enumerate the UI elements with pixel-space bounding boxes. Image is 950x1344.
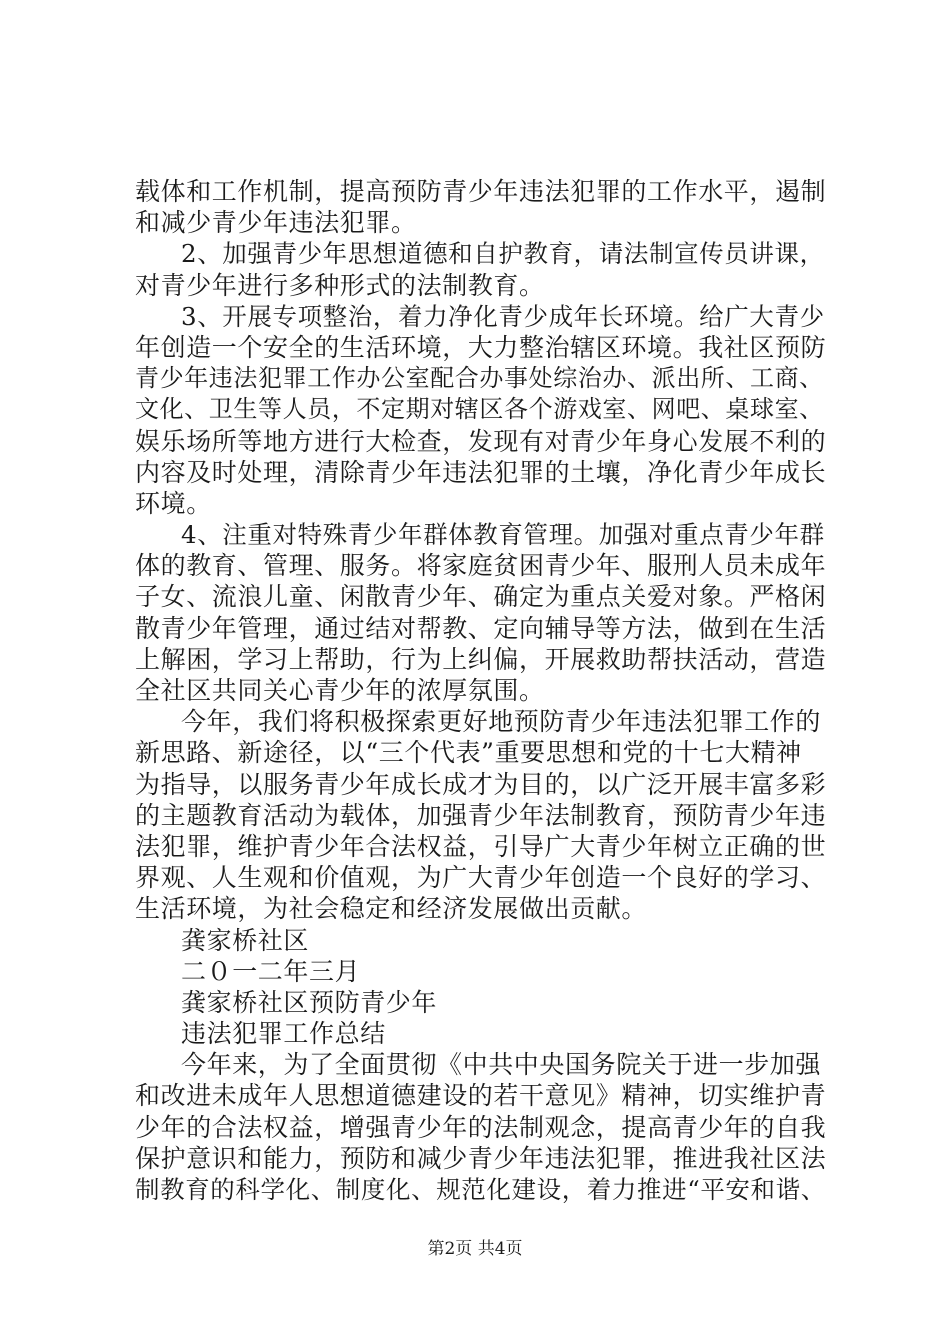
- text-line: 制教育的科学化、制度化、规范化建设，着力推进“平安和谐、: [135, 1175, 826, 1204]
- text-line: 子女、流浪儿童、闲散青少年、确定为重点关爱对象。严格闲: [135, 582, 827, 612]
- text-line: 内容及时处理，清除青少年违法犯罪的土壤，净化青少年成长: [135, 457, 827, 487]
- text-line: 龚家桥社区预防青少年: [181, 987, 438, 1017]
- text-line: 二０一二年三月: [181, 956, 361, 986]
- text-line: 少年的合法权益，增强青少年的法制观念，提高青少年的自我: [135, 1112, 827, 1142]
- text-line: 年创造一个安全的生活环境，大力整治辖区环境。我社区预防: [135, 332, 827, 362]
- text-line: 保护意识和能力，预防和减少青少年违法犯罪，推进我社区法: [135, 1143, 827, 1173]
- text-line: 和减少青少年违法犯罪。: [135, 208, 417, 238]
- text-line: 3、开展专项整治，着力净化青少成年长环境。给广大青少: [181, 301, 825, 331]
- text-line: 全社区共同关心青少年的浓厚氛围。: [135, 676, 545, 705]
- text-line: 为指导，以服务青少年成长成才为目的，以广泛开展丰富多彩: [135, 769, 827, 799]
- text-line: 4、注重对特殊青少年群体教育管理。加强对重点青少年群: [181, 520, 825, 550]
- text-line: 和改进未成年人思想道德建设的若干意见》精神，切实维护青: [135, 1081, 827, 1111]
- text-line: 对青少年进行多种形式的法制教育。: [135, 270, 545, 300]
- text-line: 界观、人生观和价值观，为广大青少年创造一个良好的学习、: [135, 863, 827, 893]
- text-line: 体的教育、管理、服务。将家庭贫困青少年、服刑人员未成年: [135, 551, 827, 581]
- text-line: 载体和工作机制，提高预防青少年违法犯罪的工作水平，遏制: [135, 177, 827, 206]
- text-line: 新思路、新途径，以“三个代表”重要思想和党的十七大精神: [135, 738, 802, 768]
- text-line: 龚家桥社区: [181, 925, 310, 955]
- text-line: 娱乐场所等地方进行大检查，发现有对青少年身心发展不利的: [135, 426, 827, 456]
- text-line: 青少年违法犯罪工作办公室配合办事处综治办、派出所、工商、: [135, 364, 824, 393]
- text-line: 文化、卫生等人员，不定期对辖区各个游戏室、网吧、桌球室、: [135, 395, 824, 424]
- page-footer: 第2页 共4页: [427, 1239, 523, 1259]
- text-line: 今年，我们将积极探索更好地预防青少年违法犯罪工作的: [181, 707, 822, 737]
- text-line: 环境。: [135, 488, 212, 518]
- text-line: 2、加强青少年思想道德和自护教育，请法制宣传员讲课，: [181, 239, 825, 269]
- document-body: [135, 176, 835, 1205]
- text-line: 法犯罪，维护青少年合法权益，引导广大青少年树立正确的世: [135, 831, 827, 861]
- text-line: 上解困，学习上帮助，行为上纠偏，开展救助帮扶活动，营造: [135, 644, 827, 674]
- text-line: 违法犯罪工作总结: [181, 1019, 386, 1049]
- text-line: 的主题教育活动为载体，加强青少年法制教育，预防青少年违: [135, 800, 827, 830]
- text-line: 生活环境，为社会稳定和经济发展做出贡献。: [135, 894, 648, 924]
- text-line: 散青少年管理，通过结对帮教、定向辅导等方法，做到在生活: [135, 613, 827, 643]
- text-line: 今年来，为了全面贯彻《中共中央国务院关于进一步加强: [181, 1050, 822, 1080]
